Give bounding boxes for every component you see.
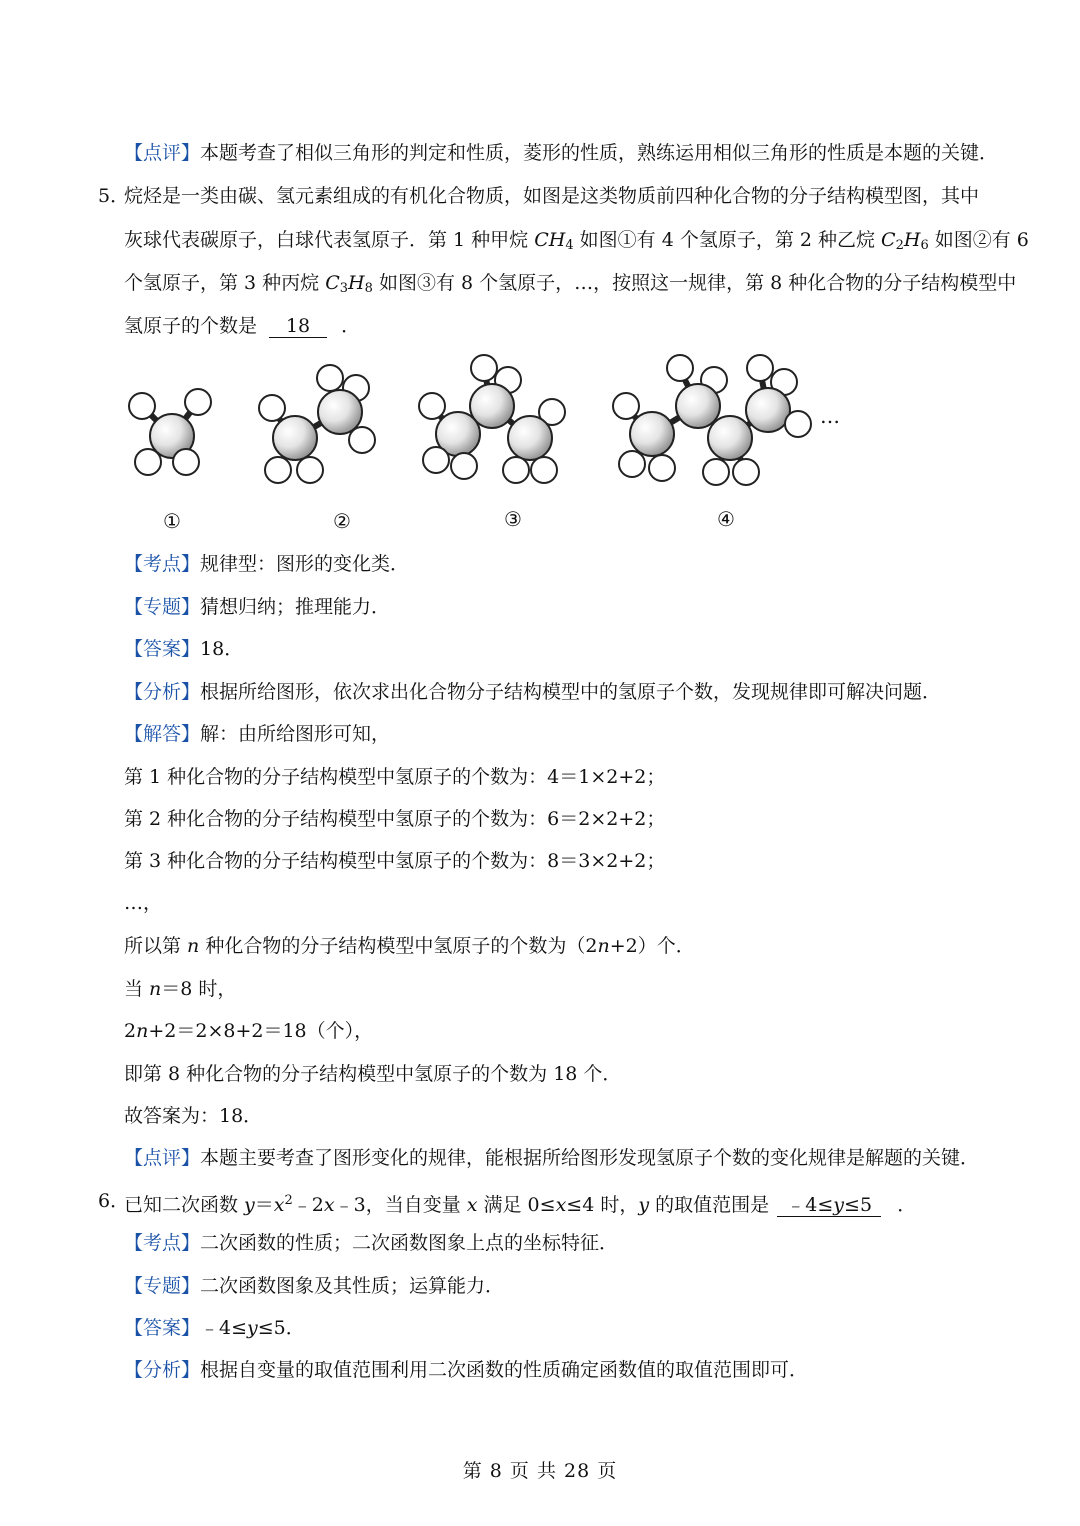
figure-label-4: ④ — [717, 507, 735, 531]
q5-line3 — [124, 270, 1016, 302]
q5-line4 — [124, 313, 360, 339]
q5-step-4: …， — [124, 892, 163, 914]
page-footer: 第 8 页 共 28 页 — [462, 1460, 618, 1482]
formula-c2h6-h: H — [903, 229, 921, 251]
daan-a-q6: ﹣4≤ — [200, 1317, 248, 1339]
jieda-text: 解：由所给图形可知， — [200, 723, 391, 745]
q5-step-2: 第 2 种化合物的分子结构模型中氢原子的个数为：6＝2×2+2； — [124, 808, 666, 830]
formula-c2h6-sub1: 2 — [895, 238, 904, 253]
formula-ch4-sub: 4 — [565, 238, 574, 253]
step5-a: 所以第 — [124, 935, 188, 957]
q6-t-x2: x — [323, 1194, 335, 1216]
q5-text-3a: 个氢原子，第 3 种丙烷 — [124, 272, 326, 294]
q6-fenxi — [124, 1357, 808, 1383]
figure-ellipsis: … — [820, 404, 840, 428]
formula-c2h6-c: C — [881, 229, 896, 251]
fenxi-text-q6: 根据自变量的取值范围利用二次函数的性质确定函数值的取值范围即可． — [200, 1359, 809, 1381]
dianping-tag: 【点评】 — [124, 1147, 201, 1169]
review-q4 — [124, 140, 998, 166]
q6-kaodian — [124, 1230, 618, 1256]
review-text: 本题考查了相似三角形的判定和性质，菱形的性质，熟练运用相似三角形的性质是本题的关键． — [200, 142, 999, 164]
q6-t-d: 满足 0≤ — [477, 1194, 556, 1216]
step7-a: 2 — [124, 1020, 137, 1042]
zhuanti-text-q6: 二次函数图象及其性质；运算能力． — [200, 1275, 505, 1297]
q6-t-x4: x — [555, 1194, 567, 1216]
q6-t-f: 的取值范围是 — [649, 1194, 770, 1216]
q6-t-sup: 2 — [284, 1193, 293, 1208]
figure-label-3: ③ — [504, 507, 522, 531]
daan-tag: 【答案】 — [124, 638, 201, 660]
step6-b: ＝8 时， — [161, 978, 237, 1000]
blank-a: ﹣4≤ — [786, 1194, 834, 1216]
q6-t-y2: y — [638, 1194, 650, 1216]
q5-jieda — [124, 721, 390, 747]
daan-tag-q6: 【答案】 — [124, 1317, 201, 1339]
daan-y-q6: y — [247, 1317, 258, 1339]
review-tag: 【点评】 — [124, 142, 201, 164]
q5-text-3b: 如图③有 8 个氢原子，…，按照这一规律，第 8 种化合物的分子结构模型中 — [372, 272, 1017, 294]
q5-zhuanti — [124, 594, 390, 620]
zhuanti-tag: 【专题】 — [124, 596, 201, 618]
step5-n2: n — [597, 935, 610, 957]
answer-blank-q5: 18 — [269, 315, 327, 338]
q5-dianping — [124, 1145, 979, 1171]
q5-step-9: 故答案为：18． — [124, 1105, 263, 1127]
q5-step-7 — [124, 1018, 373, 1044]
q5-kaodian — [124, 551, 409, 577]
daan-b-q6: ≤5． — [257, 1317, 305, 1339]
formula-c2h6-sub2: 6 — [920, 238, 929, 253]
q6-t-y: y — [244, 1194, 255, 1216]
figure-label-1: ① — [163, 509, 181, 533]
q5-text-2c: 如图②有 6 — [928, 229, 1029, 251]
q6-daan — [124, 1315, 305, 1341]
molecule-methane — [129, 389, 211, 475]
formula-c3h8-sub2: 8 — [364, 281, 373, 296]
q5-text-2b: 如图①有 4 个氢原子，第 2 种乙烷 — [573, 229, 882, 251]
q6-line1 — [98, 1188, 917, 1218]
daan-text: 18． — [200, 638, 244, 660]
q6-t-x3: x — [466, 1194, 478, 1216]
q5-text-4-end: ． — [341, 315, 361, 337]
fenxi-tag: 【分析】 — [124, 681, 201, 703]
kaodian-tag: 【考点】 — [124, 553, 201, 575]
step6-a: 当 — [124, 978, 150, 1000]
formula-c3h8-sub1: 3 — [339, 281, 349, 296]
zhuanti-tag-q6: 【专题】 — [124, 1275, 201, 1297]
kaodian-tag-q6: 【考点】 — [124, 1232, 201, 1254]
fenxi-text: 根据所给图形，依次求出化合物分子结构模型中的氢原子个数，发现规律即可解决问题． — [200, 681, 942, 703]
kaodian-text-q6: 二次函数的性质；二次函数图象上点的坐标特征． — [200, 1232, 619, 1254]
molecule-butane — [613, 355, 811, 485]
molecule-ethane — [259, 365, 375, 483]
q5-step-8: 即第 8 种化合物的分子结构模型中氢原子的个数为 18 个． — [124, 1063, 622, 1085]
q5-daan — [124, 636, 243, 662]
q6-number: 6． — [98, 1190, 130, 1212]
q5-step-6 — [124, 976, 236, 1002]
q6-t-c: ﹣3，当自变量 — [334, 1194, 467, 1216]
q5-number: 5． — [98, 185, 130, 207]
figure-label-2: ② — [333, 509, 351, 533]
fenxi-tag-q6: 【分析】 — [124, 1359, 201, 1381]
q5-text-2a: 灰球代表碳原子，白球代表氢原子．第 1 种甲烷 — [124, 229, 535, 251]
kaodian-text: 规律型：图形的变化类． — [200, 553, 410, 575]
q6-t-end: ． — [897, 1194, 917, 1216]
q5-step-1: 第 1 种化合物的分子结构模型中氢原子的个数为：4＝1×2+2； — [124, 766, 666, 788]
molecule-figures — [120, 350, 860, 540]
q5-step-5 — [124, 933, 695, 959]
q5-line1 — [98, 183, 980, 209]
q5-fenxi — [124, 679, 941, 705]
formula-c3h8-h: H — [348, 272, 365, 294]
formula-ch4: CH — [534, 229, 566, 251]
step5-b: 种化合物的分子结构模型中氢原子的个数为（2 — [199, 935, 598, 957]
q6-zhuanti — [124, 1273, 504, 1299]
q5-text-4: 氢原子的个数是 — [124, 315, 258, 337]
q5-text-1: 烷烃是一类由碳、氢元素组成的有机化合物质，如图是这类物质前四种化合物的分子结构模型图，其中 — [124, 185, 980, 207]
molecule-propane — [419, 355, 565, 483]
step5-c: +2）个． — [609, 935, 695, 957]
q6-t-x: x — [273, 1194, 285, 1216]
zhuanti-text: 猜想归纳；推理能力． — [200, 596, 391, 618]
jieda-tag: 【解答】 — [124, 723, 201, 745]
formula-c3h8-c: C — [325, 272, 340, 294]
dianping-text: 本题主要考查了图形变化的规律，能根据所给图形发现氢原子个数的变化规律是解题的关键． — [200, 1147, 980, 1169]
blank-b: ≤5 — [844, 1194, 873, 1216]
q6-t-e: ≤4 时， — [566, 1194, 639, 1216]
step7-n: n — [136, 1020, 149, 1042]
q6-t-eq: ＝ — [254, 1194, 274, 1216]
step6-n: n — [149, 978, 162, 1000]
answer-blank-q6 — [777, 1194, 881, 1217]
step7-b: +2＝2×8+2＝18（个）， — [148, 1020, 374, 1042]
step5-n: n — [187, 935, 200, 957]
q6-t-a: 已知二次函数 — [124, 1194, 245, 1216]
q5-step-3: 第 3 种化合物的分子结构模型中氢原子的个数为：8＝3×2+2； — [124, 850, 666, 872]
blank-y: y — [833, 1194, 845, 1216]
q6-t-b: ﹣2 — [292, 1194, 324, 1216]
q5-line2 — [124, 227, 1029, 259]
